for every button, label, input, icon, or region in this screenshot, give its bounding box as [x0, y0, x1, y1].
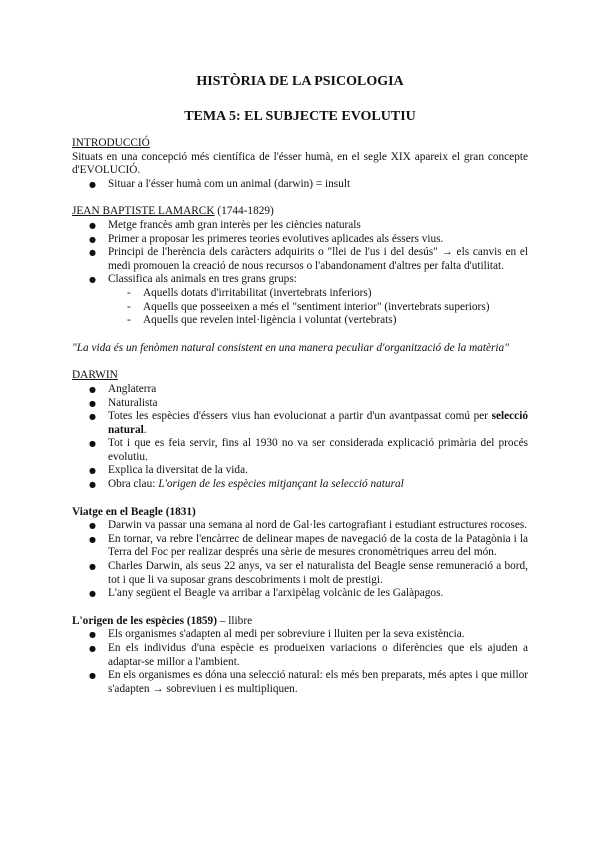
darwin-bullet-list: [72, 383, 528, 492]
list-item: - Aquells dotats d'irritabilitat (invertebrats inferiors): [72, 287, 528, 301]
lamarck-bullet-list: [72, 219, 528, 328]
list-item: [72, 410, 528, 437]
list-item: ● Els organismes s'adapten al medi per sobreviure i lluiten per la seva existència.: [72, 628, 528, 642]
list-item: ● En els individus d'una espècie es produeixen variacions o diferències que els ajuden a adaptar-se millor a l'ambient.: [72, 642, 528, 669]
list-item: [72, 273, 528, 327]
list-item: ● Anglaterra: [72, 383, 528, 397]
lamarck-groups-list: [72, 287, 528, 328]
list-item: ● Darwin va passar una semana al nord de Gal·les cartografiant i estudiant estructures rocoses.: [72, 519, 528, 533]
origen-bullet-list: [72, 628, 528, 696]
document-subtitle: TEMA 5: EL SUBJECTE EVOLUTIU: [184, 109, 416, 124]
list-item: ● En tornar, va rebre l'encàrrec de delinear mapes de navegació de la costa de la Patagònia i la Terra del Foc per realizar després una sèrie de mesures cronomètriques arreu del món.: [72, 533, 528, 560]
section-beagle: [72, 506, 528, 601]
lamarck-name: JEAN BAPTISTE LAMARCK: [72, 205, 215, 218]
lamarck-years: (1744-1829): [214, 205, 274, 218]
list-item: ● Naturalista: [72, 397, 528, 411]
origen-heading-text: L'origen de les espècies (1859): [72, 614, 217, 627]
section-darwin: [72, 369, 528, 491]
key-work-title: L'origen de les espècies mitjançant la selecció natural: [158, 478, 404, 491]
section-heading-origen: [72, 615, 528, 629]
list-item: ● Principi de l'herència dels caràcters adquirits o "llei de l'us i del desús" → els canvis en el medi promouen la creació de nous recursos o l'abandonament d'altres per falta d'utilitat.: [72, 246, 528, 273]
list-item: ● Explica la diversitat de la vida.: [72, 464, 528, 478]
list-item: ● Situar a l'ésser humà com un animal (darwin) = insult: [72, 178, 528, 192]
intro-bullet-list: [72, 178, 528, 192]
list-item-text: Totes les espècies d'éssers vius han evolucionat a partir d'un avantpassat comú per: [108, 410, 492, 423]
section-heading-lamarck: [72, 205, 528, 219]
section-lamarck: [72, 205, 528, 327]
list-item: - Aquells que posseeixen a més el "sentiment interior" (invertebrats superiors): [72, 301, 528, 315]
list-item: ● Primer a proposar les primeres teories evolutives aplicades als éssers vius.: [72, 233, 528, 247]
intro-paragraph: Situats en una concepció més científica de l'ésser humà, en el segle XIX apareix el gran concepte d'EVOLUCIÓ.: [72, 150, 528, 177]
lamarck-quote: "La vida és un fenòmen natural consistent en una manera peculiar d'organització de la matèria": [72, 341, 509, 354]
beagle-bullet-list: [72, 519, 528, 601]
document-body: [72, 137, 528, 696]
list-item: ● L'any següent el Beagle va arribar a l'arxipèlag volcànic de les Galàpagos.: [72, 587, 528, 601]
document-title: HISTÒRIA DE LA PSICOLOGIA: [196, 74, 404, 89]
list-item: [72, 478, 528, 492]
section-origen: [72, 615, 528, 697]
bold-term: selecció natural: [108, 410, 528, 436]
list-item: ● En els organismes es dóna una selecció natural: els més ben preparats, més aptes i que millor s'adapten → sobreviuen i es multipliquen.: [72, 669, 528, 696]
section-heading-beagle: Viatge en el Beagle (1831): [72, 505, 196, 518]
origen-heading-suffix: – llibre: [216, 614, 253, 627]
bold-term-suffix: .: [143, 423, 147, 436]
section-introduccio: [72, 137, 528, 191]
list-item: - Aquells que revelen intel·ligència i voluntat (vertebrats): [72, 314, 528, 328]
list-item: ● Tot i que es feia servir, fins al 1930 no va ser considerada explicació primària del procés evolutiu.: [72, 437, 528, 464]
list-item-text: Obra clau:: [108, 478, 159, 491]
list-item: ● Metge francès amb gran interès per les ciències naturals: [72, 219, 528, 233]
list-item-text: Classifica als animals en tres grans grups:: [108, 273, 297, 286]
section-heading-introduccio: INTRODUCCIÓ: [72, 137, 150, 149]
section-heading-darwin: DARWIN: [72, 369, 118, 382]
list-item: ● Charles Darwin, als seus 22 anys, va ser el naturalista del Beagle sense remuneració a bord, tot i que li va suposar grans descobriments i molt de prestigi.: [72, 560, 528, 587]
